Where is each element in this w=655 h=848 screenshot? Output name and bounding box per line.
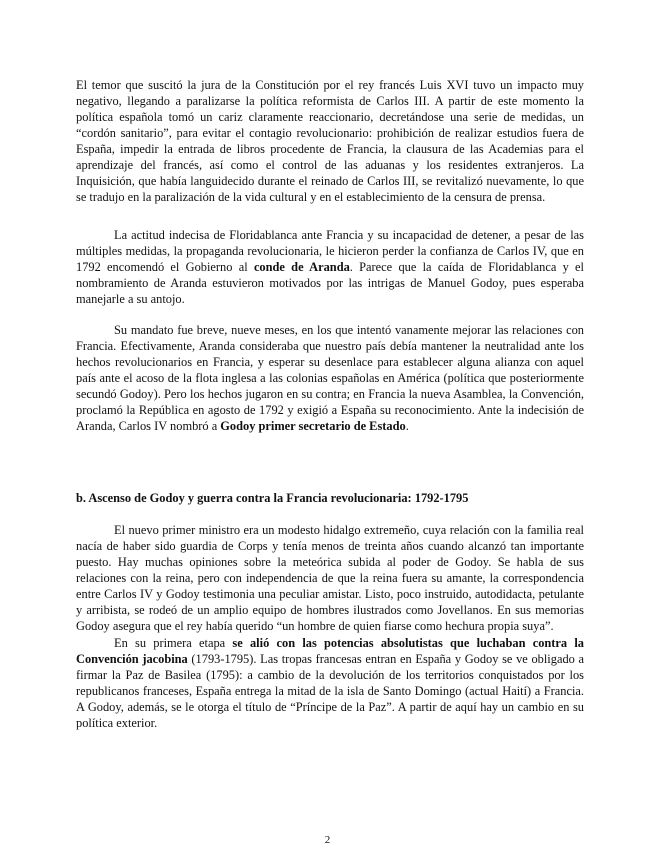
paragraph-5-bold: se alió con las potencias absolutistas que luchaban contra la Convención jacobina: [76, 636, 584, 666]
paragraph-3-bold: Godoy primer secretario de Estado: [220, 419, 406, 433]
paragraph-2-text-after: . Parece que la caída de Floridablanca y el nombramiento de Aranda estuvieron motivados por las intrigas de Manuel Godoy, pues esperaba manejarle a su antojo.: [76, 260, 584, 306]
paragraph-2-text-before: La actitud indecisa de Floridablanca ante Francia y su incapacidad de detener, a pesar de las múltiples medidas, la propaganda revolucionaria, le hicieron perder la confianza de Carlos IV, que en 1792 encomendó el Gobierno al: [76, 228, 584, 274]
paragraph-5-text-after: (1793-1795). Las tropas francesas entran en España y Godoy se ve obligado a firmar la Paz de Basilea (1795): a cambio de la devolución de los territorios conquistados por los republicanos franceses, España entrega la mitad de la isla de Santo Domingo (actual Haití) a Francia. A Godoy, además, se le otorga el título de “Príncipe de la Paz”. A partir de aquí hay un cambio en su política exterior.: [76, 652, 584, 730]
paragraph-5: [76, 635, 584, 731]
paragraph-3-text-after: .: [405, 419, 409, 433]
paragraph-3: [76, 322, 584, 434]
paragraph-5-text-before: En su primera etapa: [114, 636, 233, 650]
section-heading: b. Ascenso de Godoy y guerra contra la Francia revolucionaria: 1792-1795: [76, 491, 469, 505]
paragraph-2-bold: conde de Aranda: [253, 260, 350, 274]
page-number: 2: [324, 834, 331, 846]
paragraph-1: El temor que suscitó la jura de la Constitución por el rey francés Luis XVI tuvo un impacto muy negativo, llegando a paralizarse la política reformista de Carlos III. A partir de este momento la política española tomó un cariz claramente reaccionario, decretándose una serie de medidas, un “cordón sanitario”, para evitar el contagio revolucionario: prohibición de realizar estudios fuera de España, impedir la entrada de libros procedente de Francia, la clausura de las Academias para el aprendizaje del francés, así como el control de las aduanas y los residentes extranjeros. La Inquisición, que había languidecido durante el reinado de Carlos III, se revitalizó nuevamente, lo que se tradujo en la paralización de la vida cultural y en el establecimiento de la censura de prensa.: [76, 78, 584, 204]
paragraph-2: [76, 227, 584, 307]
paragraph-3-text-before: Su mandato fue breve, nueve meses, en los que intentó vanamente mejorar las relaciones con Francia. Efectivamente, Aranda consideraba que nuestro país debía mantener la neutralidad ante los hechos revolucionarios en Francia, y esperar su desenlace para establecer alguna alianza con aquel país ante el acoso de la flota inglesa a las colonias españolas en América (política que posteriormente secundó Godoy). Pero los hechos jugaron en su contra; en Francia la nueva Asamblea, la Convención, proclamó la República en agosto de 1792 y exigió a España su reconocimiento. Ante la indecisión de Aranda, Carlos IV nombró a: [76, 323, 584, 433]
paragraph-4: El nuevo primer ministro era un modesto hidalgo extremeño, cuya relación con la familia real nacía de haber sido guardia de Corps y tenía menos de treinta años cuando alcanzó tan importante puesto. Hay muchas opiniones sobre la meteórica subida al poder de Godoy. Se habla de sus relaciones con la reina, pero con independencia de que la reina fuera su amante, la correspondencia entre Carlos IV y Godoy testimonia una peculiar amistar. Listo, poco instruido, autodidacta, petulante y arribista, se rodeó de un amplio equipo de hombres ilustrados como Jovellanos. En sus memorias Godoy asegura que el rey había querido “un hombre de quien fiarse como hechura propia suya”.: [76, 523, 584, 633]
